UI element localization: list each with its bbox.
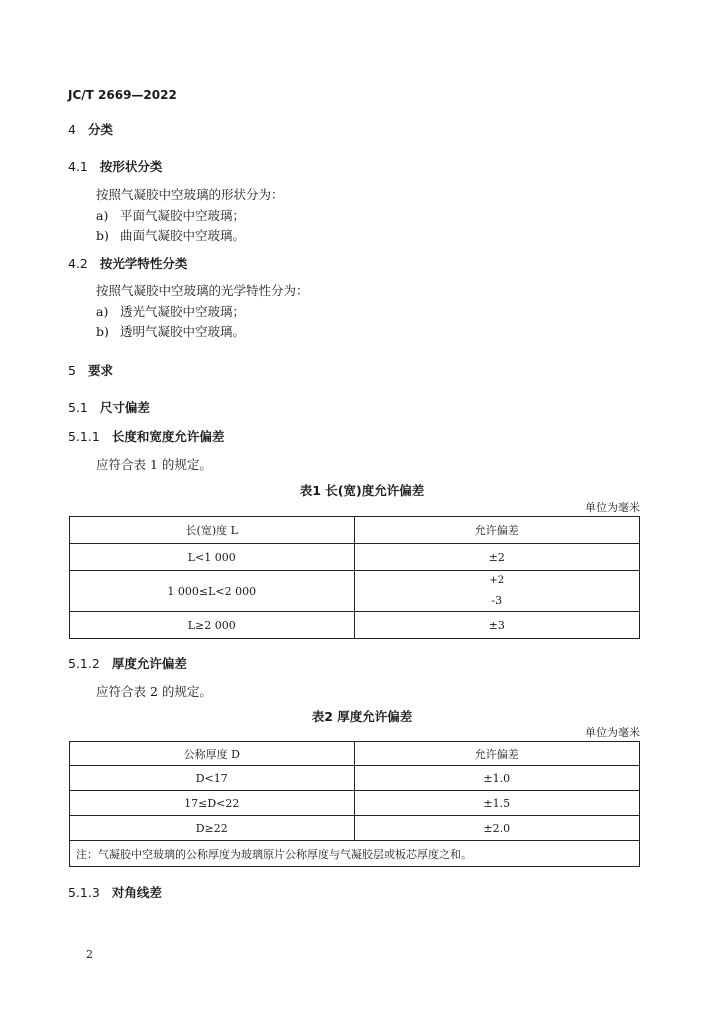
heading-number: 4.1 [68, 159, 88, 174]
table1-caption: 表1 长(宽)度允许偏差 [299, 483, 425, 498]
deviation-minus: -3 [491, 594, 503, 607]
heading-title: 尺寸偏差 [99, 400, 150, 415]
table-note-row [70, 841, 640, 867]
heading-section-5 [68, 361, 113, 379]
heading-number: 5 [68, 363, 76, 378]
heading-section-5-1 [68, 398, 150, 416]
table-cell: ±2.0 [354, 816, 639, 841]
heading-number: 4 [68, 122, 76, 137]
heading-section-5-1-2 [68, 654, 187, 672]
table1-unit: 单位为毫米 [585, 501, 640, 514]
table-cell: ±1.0 [354, 766, 639, 791]
page-number: 2 [86, 948, 93, 961]
heading-title: 厚度允许偏差 [111, 656, 187, 671]
list-marker: a) [96, 304, 109, 319]
table-cell: D<17 [70, 766, 355, 791]
list-marker: a) [96, 208, 109, 223]
paragraph-shape-intro: 按照气凝胶中空玻璃的形状分为： [96, 187, 284, 202]
table1 [69, 516, 640, 639]
table-cell: L<1 000 [70, 544, 355, 571]
table-header-row [70, 742, 640, 766]
paragraph-table2-ref: 应符合表 2 的规定。 [96, 684, 212, 699]
heading-number: 5.1.3 [68, 885, 100, 900]
paragraph-optical-intro: 按照气凝胶中空玻璃的光学特性分为： [96, 283, 309, 298]
table-cell: ±2 [354, 544, 639, 571]
list-text: 透光气凝胶中空玻璃； [120, 304, 246, 319]
heading-section-4-2 [68, 254, 187, 272]
table2-unit: 单位为毫米 [585, 726, 640, 739]
table-cell-split [354, 571, 639, 612]
table-row [70, 612, 640, 639]
list-marker: b) [96, 324, 109, 339]
heading-number: 5.1.2 [68, 656, 100, 671]
table-cell: D≥22 [70, 816, 355, 841]
heading-section-4-1 [68, 157, 162, 175]
table-row [70, 544, 640, 571]
list-text: 透明气凝胶中空玻璃。 [120, 324, 246, 339]
list-text: 曲面气凝胶中空玻璃。 [120, 228, 246, 243]
heading-title: 按形状分类 [99, 159, 163, 174]
heading-section-5-1-3 [68, 883, 162, 901]
table-cell: ±3 [354, 612, 639, 639]
list-item [96, 302, 245, 320]
deviation-plus: +2 [489, 575, 505, 586]
heading-section-4 [68, 120, 113, 138]
heading-title: 分类 [87, 122, 113, 137]
column-header: 允许偏差 [354, 517, 639, 544]
list-marker: b) [96, 228, 109, 243]
paragraph-table1-ref: 应符合表 1 的规定。 [96, 457, 212, 472]
table-cell: ±1.5 [354, 791, 639, 816]
heading-title: 长度和宽度允许偏差 [111, 429, 225, 444]
heading-title: 按光学特性分类 [99, 256, 188, 271]
table-row [70, 791, 640, 816]
table-header-row [70, 517, 640, 544]
heading-number: 5.1 [68, 400, 88, 415]
heading-number: 4.2 [68, 256, 88, 271]
table-cell: 17≤D<22 [70, 791, 355, 816]
standard-code: JC/T 2669—2022 [68, 88, 177, 102]
column-header: 公称厚度 D [70, 742, 355, 766]
table-cell: 1 000≤L<2 000 [70, 571, 355, 612]
list-text: 平面气凝胶中空玻璃； [120, 208, 246, 223]
heading-title: 对角线差 [111, 885, 162, 900]
table-row [70, 571, 640, 612]
table-row [70, 766, 640, 791]
table-note: 注：气凝胶中空玻璃的公称厚度为玻璃原片公称厚度与气凝胶层或板芯厚度之和。 [70, 841, 640, 867]
column-header: 允许偏差 [354, 742, 639, 766]
list-item [96, 206, 245, 224]
table-row [70, 816, 640, 841]
table2 [69, 741, 640, 867]
list-item [96, 226, 245, 244]
heading-section-5-1-1 [68, 427, 224, 445]
heading-title: 要求 [87, 363, 113, 378]
list-item [96, 322, 245, 340]
heading-number: 5.1.1 [68, 429, 100, 444]
table2-caption: 表2 厚度允许偏差 [311, 709, 413, 724]
column-header: 长(宽)度 L [70, 517, 355, 544]
table-cell: L≥2 000 [70, 612, 355, 639]
